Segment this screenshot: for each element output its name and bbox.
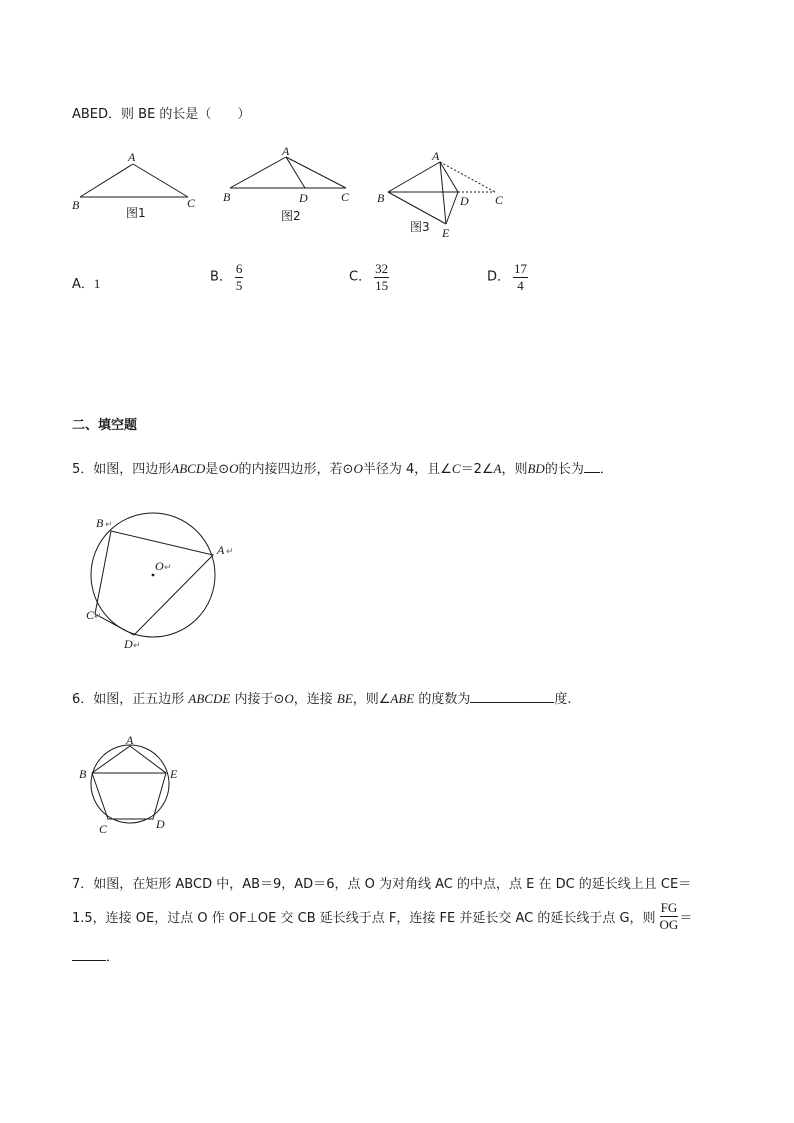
fraction-numerator: 6	[235, 261, 243, 276]
q5-fig-label-o: O	[155, 559, 164, 573]
q7-line-3	[72, 946, 119, 965]
q4-option-c[interactable]	[349, 262, 389, 292]
q7-line-1: 7．如图，在矩形 ABCD 中，AB＝9，AD＝6，点 O 为对角线 AC 的中点，点 E 在 DC 的延长线上且 CE＝	[72, 877, 692, 892]
q6-math: BE	[336, 691, 353, 706]
q5-fig-return-mark-d: ↵	[133, 641, 141, 651]
fig3-label-d: D	[460, 194, 469, 208]
q5-math: A	[493, 461, 502, 476]
q5-text: 是⊙	[205, 462, 230, 477]
q7-answer-blank[interactable]	[72, 959, 106, 961]
q5-figure	[91, 513, 215, 637]
q7-fraction	[659, 901, 680, 931]
q6-math: O	[284, 691, 294, 706]
q5-number: 5．	[72, 462, 94, 477]
q4-option-d-letter: D．	[487, 269, 511, 285]
q6-text: ，连接	[293, 692, 337, 707]
q4-option-b[interactable]	[210, 262, 243, 292]
q6-text: ，则∠	[352, 692, 391, 707]
q7-text: 1.5，连接 OE，过点 O 作 OF⊥OE 交 CB 延长线于点 F，连接 FE 并延长交 AC 的延长线于点 G，则	[72, 910, 656, 926]
q6-fig-label-c: C	[99, 822, 108, 836]
q5-fig-label-a: A	[217, 543, 225, 557]
q5-fig-label-c: C	[86, 608, 95, 622]
q4-figure-1-lines	[80, 164, 188, 197]
q4-option-c-fraction	[374, 262, 389, 292]
fraction-denominator: 4	[517, 277, 524, 293]
q4-option-a-value: 1	[93, 276, 101, 291]
q6-fig-label-d: D	[156, 817, 165, 831]
fraction-numerator: FG	[660, 900, 678, 915]
q4-figure-3-lines	[388, 162, 495, 224]
q6-text: 内接于⊙	[230, 692, 285, 707]
q5-math: BD	[527, 461, 545, 476]
q5-text: ．	[599, 462, 613, 477]
q6-number: 6．	[72, 692, 94, 707]
q7-text: ．	[106, 950, 120, 965]
fig2-caption: 图2	[281, 209, 301, 223]
q4-option-d-fraction	[513, 262, 528, 292]
fig3-label-a: A	[432, 149, 440, 163]
fig1-label-c: C	[187, 196, 196, 210]
q5-stem	[72, 458, 613, 477]
q5-fig-return-mark-a: ↵	[226, 547, 234, 557]
q4-option-b-letter: B．	[210, 269, 232, 285]
q5-math: O	[229, 461, 239, 476]
q6-fig-label-e: E	[170, 767, 178, 781]
q6-stem	[72, 688, 572, 707]
fig2-label-d: D	[299, 191, 308, 205]
q4-figure-2-lines	[230, 157, 346, 188]
fig2-label-b: B	[223, 190, 231, 204]
q5-text: 的内接四边形，若⊙	[238, 462, 354, 477]
q5-fig-return-mark-o: ↵	[164, 563, 172, 573]
q7-line-2	[72, 901, 692, 931]
fig2-label-a: A	[282, 144, 290, 158]
q5-math: O	[353, 461, 363, 476]
q6-math: ABE	[390, 691, 415, 706]
q6-text: 的度数为	[414, 692, 471, 707]
q6-text: 如图，正五边形	[93, 692, 189, 707]
q4-option-a-letter: A．	[72, 277, 94, 292]
q5-math: ABCD	[171, 461, 206, 476]
q5-fig-return-mark-c: ↵	[94, 612, 102, 622]
q4-option-b-fraction	[235, 262, 244, 292]
fraction-denominator: OG	[659, 916, 679, 932]
fig1-label-b: B	[72, 198, 80, 212]
q6-text: 度.	[554, 692, 572, 707]
q5-text: 的长为	[544, 462, 584, 477]
q6-math: ABCDE	[188, 691, 231, 706]
q5-text: ，则	[501, 462, 528, 477]
q4-option-a[interactable]	[72, 273, 100, 292]
q7-text: ＝	[679, 910, 693, 926]
fraction-numerator: 17	[514, 261, 528, 276]
q6-fig-label-a: A	[126, 733, 134, 747]
q5-text: 半径为 4，且∠	[362, 462, 452, 477]
section-heading-fill-in: 二、填空题	[72, 418, 138, 433]
q5-fig-return-mark-b: ↵	[105, 520, 113, 530]
fig3-caption: 图3	[410, 220, 430, 234]
fig1-label-a: A	[128, 150, 136, 164]
q5-text: ＝2∠	[460, 462, 494, 477]
fraction-denominator: 15	[375, 277, 389, 293]
q5-math: C	[451, 461, 461, 476]
q5-fig-label-b: B	[96, 516, 104, 530]
fig3-label-e: E	[442, 226, 450, 240]
fig3-label-c: C	[495, 193, 504, 207]
q6-figure	[91, 745, 169, 823]
q6-fig-label-b: B	[79, 767, 87, 781]
fig3-label-b: B	[377, 191, 385, 205]
fig1-caption: 图1	[126, 206, 146, 220]
q5-answer-blank[interactable]	[584, 471, 600, 473]
q5-text: 如图，四边形	[93, 462, 172, 477]
q5-fig-label-d: D	[124, 637, 133, 651]
q4-stem: ABED．则 BE 的长是（ ）	[72, 107, 251, 122]
q6-answer-blank[interactable]	[470, 701, 554, 703]
fraction-denominator: 5	[235, 277, 243, 293]
fig2-label-c: C	[341, 190, 350, 204]
fraction-numerator: 32	[375, 261, 389, 276]
q4-option-d[interactable]	[487, 262, 528, 292]
q4-option-c-letter: C．	[349, 269, 372, 285]
